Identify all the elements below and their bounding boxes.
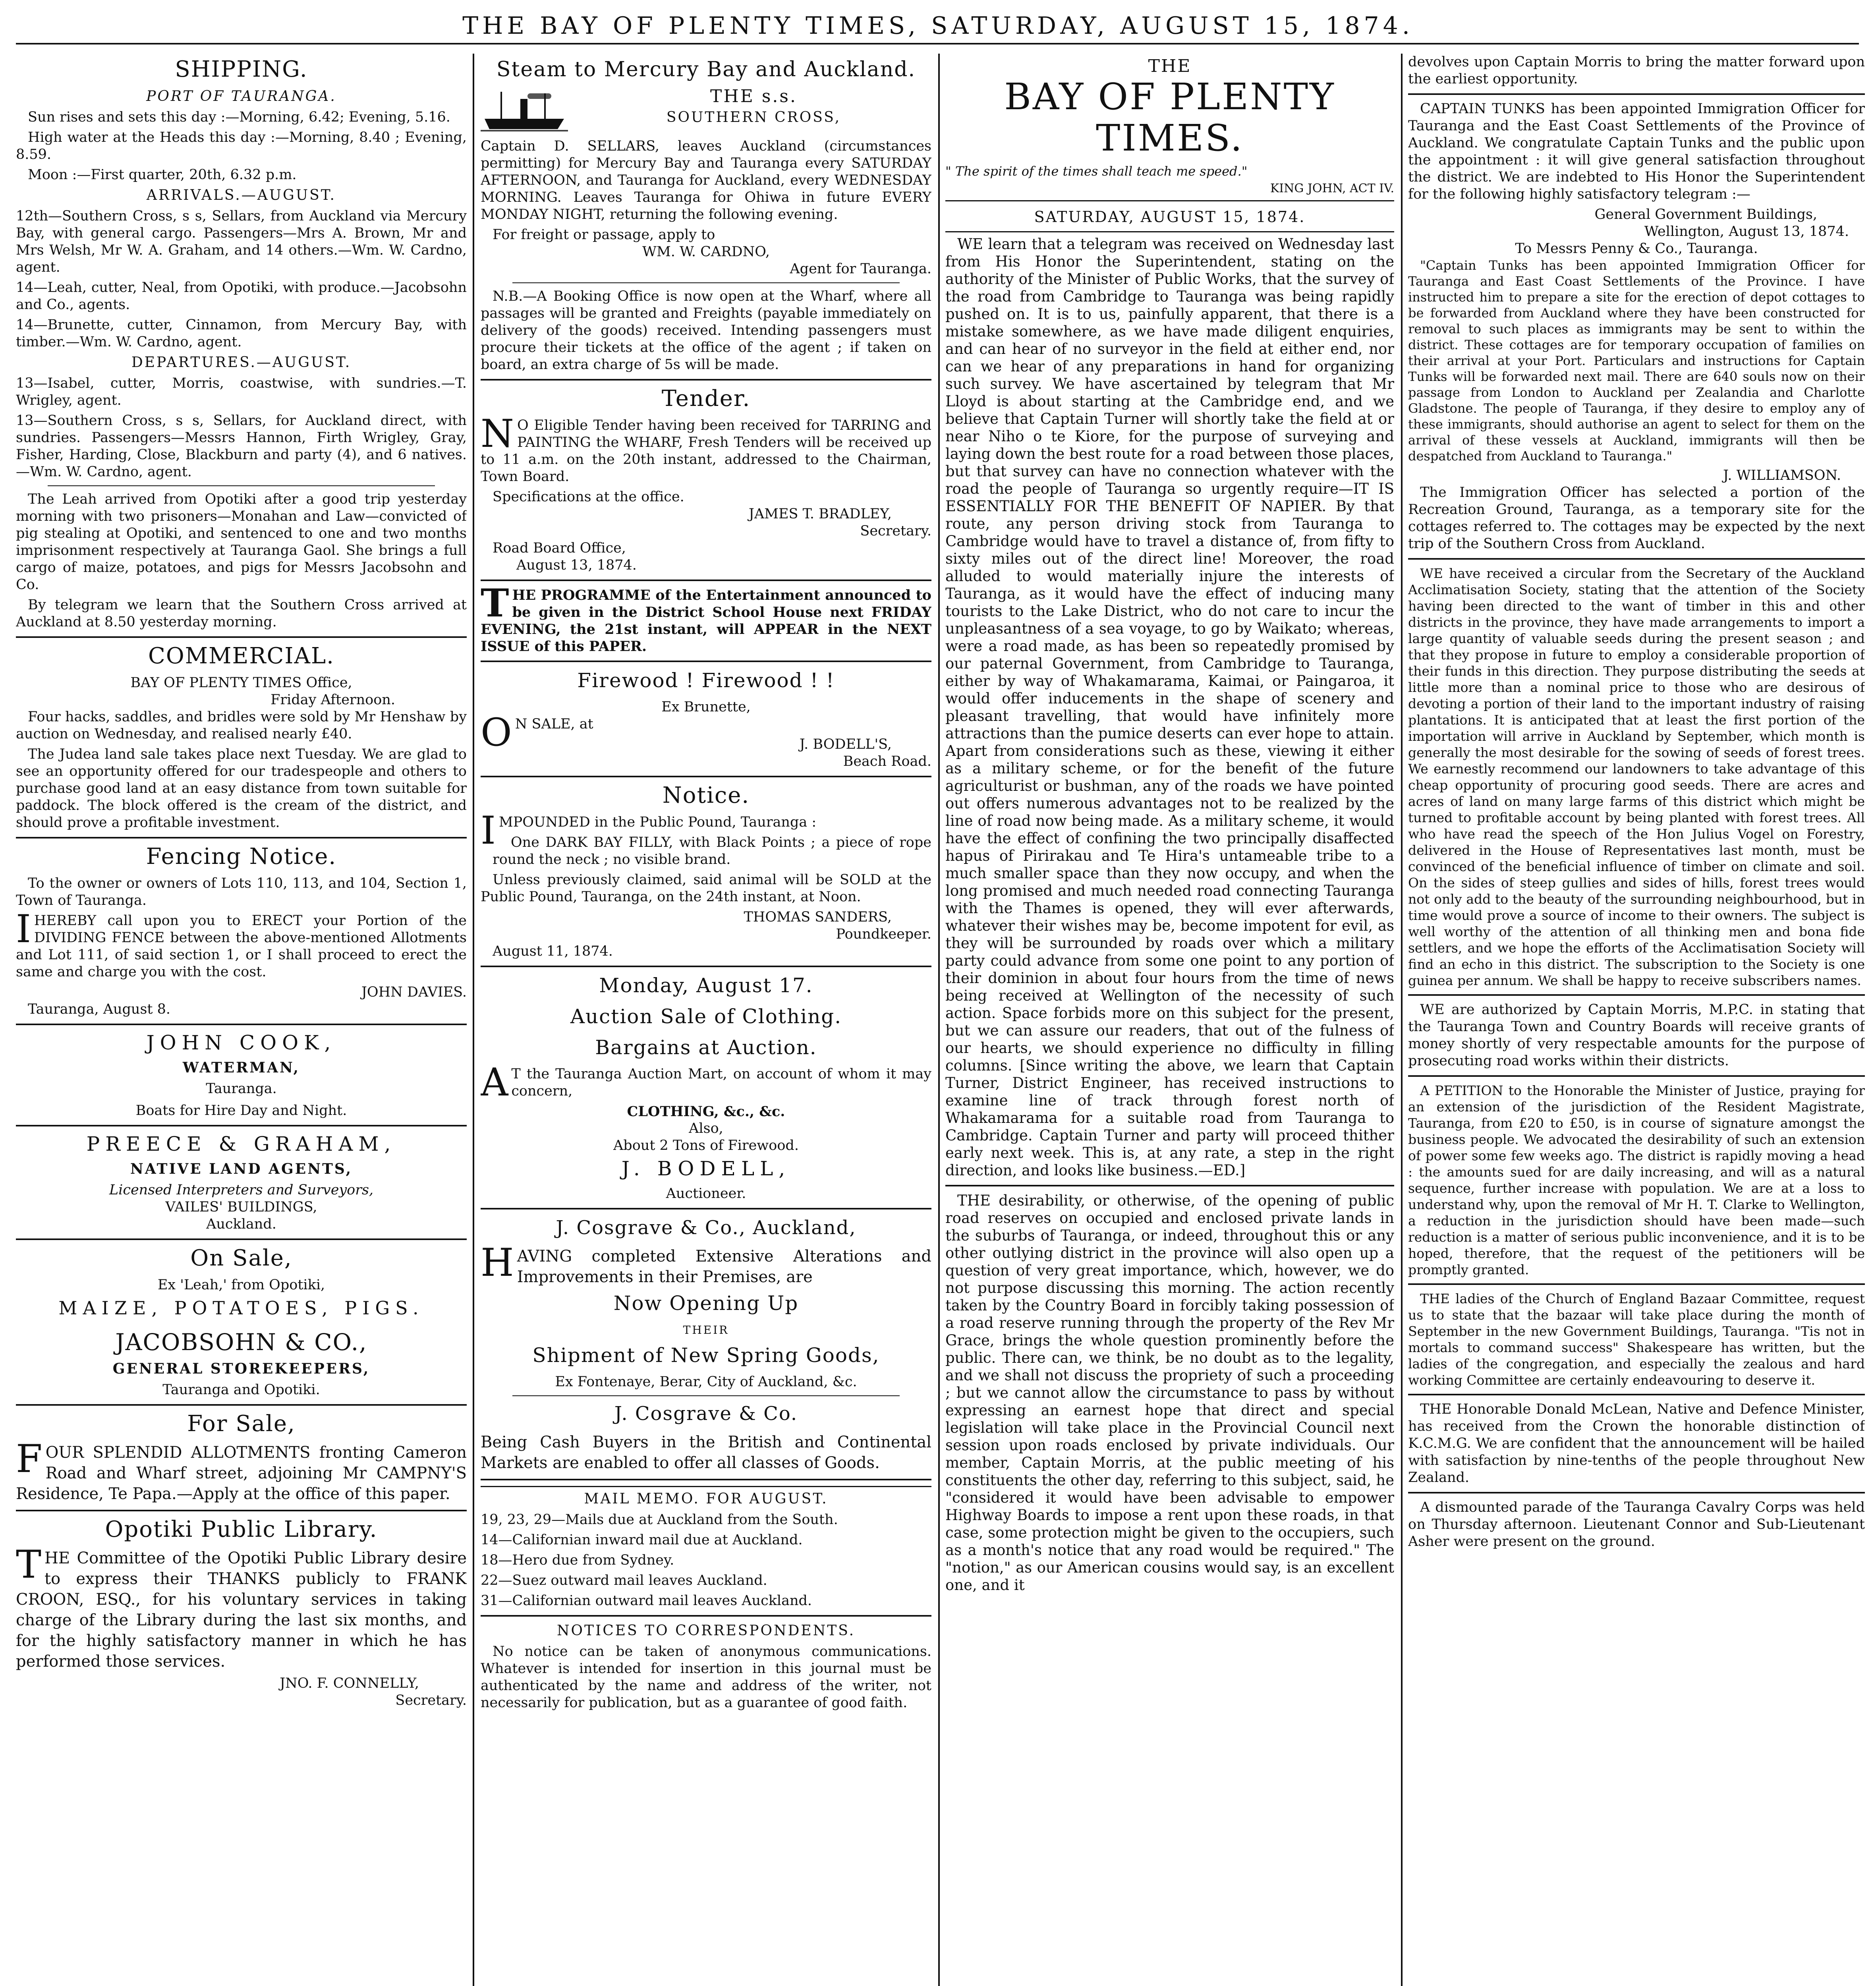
motto-text: " The spirit of the times shall teach me speed." (945, 164, 1248, 179)
cook-name: JOHN COOK, (146, 1031, 336, 1054)
divider (1408, 1075, 1865, 1077)
divider (512, 282, 900, 283)
grants-item: WE are authorized by Captain Morris, M.P.C. in stating that the Tauranga Town and Country Boards will receive grants of money shortly of very respectable amounts for the purpose of prosecuting road works within their districts. (1408, 1002, 1865, 1069)
paper-the: THE (1148, 56, 1192, 76)
arrival-entry: 14—Leah, cutter, Neal, from Opotiki, with produce.—Jacobsohn and Co., agents. (16, 280, 467, 313)
fencing-address: To the owner or owners of Lots 110, 113, and 104, Section 1, Town of Tauranga. (16, 875, 467, 908)
column-4 (1408, 54, 1865, 1986)
auction-also: Also, (689, 1121, 723, 1136)
mclean-item: THE Honorable Donald McLean, Native and Defence Minister, has received from the Crown the honorable distinction of K.C.M.G. We are confident that the announcement will be hailed with satisfaction by nine-tenths of the people throughout New Zealand. (1408, 1401, 1865, 1486)
divider (481, 379, 931, 381)
divider (1408, 93, 1865, 95)
bazaar-item: THE ladies of the Church of England Bazaar Committee, request us to state that the bazaar will take place during the month of September in the new Government Buildings, Tauranga. "Tis not in mortals to command success" Shakespeare has written, but the ladies of the congregation, and especially the zealous and hard working Committee are certainly endeavouring to deserve it. (1408, 1291, 1865, 1388)
divider (481, 1479, 931, 1480)
library-signature: JNO. F. CONNELLY, (280, 1675, 419, 1691)
column-2 (481, 54, 931, 1986)
departure-entry: 13—Southern Cross, s s, Sellars, for Auckland direct, with sundries. Passengers—Messrs Hannon, Firth Wrigley, Gray, Fisher, Harding, Close, Blackburn and party (4), and 6 natives.—Wm. W. Cardno, agent. (16, 413, 467, 480)
tender-heading: Tender. (661, 386, 751, 411)
cook-boats: Boats for Hire Day and Night. (135, 1103, 347, 1119)
correspondents-body: No notice can be taken of anonymous communications. Whatever is intended for insertion in this journal must be authenticated by the name and address of the writer, not necessarily for publication, but as a guarantee of good faith. (481, 1644, 931, 1711)
onsale-goods: MAIZE, POTATOES, PIGS. (58, 1297, 424, 1319)
auction-firewood: About 2 Tons of Firewood. (613, 1138, 799, 1153)
cavalry-item: A dismounted parade of the Tauranga Cavalry Corps was held on Thursday afternoon. Lieutenant Connor and Sub-Lieutenant Asher were present on the ground. (1408, 1499, 1865, 1549)
divider (16, 1024, 467, 1025)
steam-ss: THE s.s. (710, 86, 797, 106)
commercial-item: Four hacks, saddles, and bridles were sold by Mr Henshaw by auction on Wednesday, and realised nearly £40. (16, 709, 467, 742)
sun-times: Sun rises and sets this day :—Morning, 6.42; Evening, 5.16. (28, 109, 450, 125)
column-rule (938, 54, 940, 1986)
firewood-source: Ex Brunette, (661, 699, 751, 715)
divider (945, 200, 1394, 201)
moon-phase: Moon :—First quarter, 20th, 6.32 p.m. (28, 167, 297, 183)
divider (16, 1238, 467, 1240)
petition-item: A PETITION to the Honorable the Minister of Justice, praying for an extension of the jurisdiction of the Resident Magistrate, Tauranga, from £20 to £50, is in course of signature amongst the business people. We advocated the desirability of such an extension of power some few weeks ago. The district is rapidly moving a head : the amounts sued for are daily increasing, and will as a natural sequence, further increase with population. We are at a loss to understand why, upon the removal of Mr H. T. Clarke to Wellington, a reduction in the jurisdiction should have been made—such reduction is a matter of serious public inconvenience, and it is to be hoped, therefore, that the request of the petitioners will be promptly granted. (1408, 1083, 1865, 1277)
forsale-heading: For Sale, (187, 1411, 296, 1437)
telegram-report: By telegram we learn that the Southern Cross arrived at Auckland at 8.50 yesterday morning. (16, 597, 467, 630)
library-role: Secretary. (395, 1692, 467, 1708)
column-1 (16, 54, 467, 1986)
steam-nb: N.B.—A Booking Office is now open at the Wharf, where all passages will be granted and Freights (payable immediately on delivery of the goods) received. Intending passengers must procure their tickets at the office of the agent ; if taken on board, an extra charge of 5s will be made. (481, 288, 931, 373)
divider (48, 485, 435, 486)
onsale-heading: On Sale, (190, 1245, 292, 1271)
preece-licence: Licensed Interpreters and Surveyors, (109, 1182, 374, 1198)
divider (1408, 558, 1865, 560)
mail-heading: MAIL MEMO. FOR AUGUST. (584, 1491, 828, 1507)
high-water: High water at the Heads this day :—Morning, 8.40 ; Evening, 8.59. (16, 129, 467, 162)
commercial-office: BAY OF PLENTY TIMES Office, (130, 675, 352, 691)
tunks-item: CAPTAIN TUNKS has been appointed Immigration Officer for Tauranga and the East Coast Settlements of the Province of Auckland. We congratulate Captain Tunks and the public upon the appointment : it will give general satisfaction throughout the district. We are indebted to His Honor the Superintendent for the following highly satisfactory telegram :— (1408, 101, 1865, 202)
firewood-seller: J. BODELL'S, (799, 736, 892, 752)
their-label: THEIR (683, 1323, 729, 1337)
telegram-to: To Messrs Penny & Co., Tauranga. (1515, 241, 1758, 257)
preece-trade: NATIVE LAND AGENTS, (130, 1161, 353, 1177)
departures-heading: DEPARTURES.—AUGUST. (131, 354, 352, 371)
editorial-roads: WE learn that a telegram was received on Wednesday last from His Honor the Superintendent, stating on the authority of the Minister of Public Works, that the survey of the road from Cambridge to Tauranga was being rapidly pushed on. It is to us, painfully apparent, that there is a mistake somewhere, as we have made diligent enquiries, and can hear of no surveyor in the field at either end, nor can we hear of any preparations in hand for organizing such survey. We have ascertained by telegram that Mr Lloyd is about starting at the Cambridge end, and we believe that Captain Turner will shortly take the field at or near Niho o te Kiore, for the purpose of surveying and laying down the best route for a road between those places, but that survey can have no connection whatever with the road the people of Tauranga so urgently require—IT IS ESSENTIALLY FOR THE BENEFIT OF NAPIER. By that route, any person driving stock from Tauranga to Cambridge would have to travel a distance of, from fifty to sixty miles out of the direct line! Moreover, the road alluded to would materially injure the interests of Tauranga, as it would have the effect of inducing many tourists to the Lake District, who do not care to incur the unpleasantness of a sea voyage, to go by Waikato; whereas, were a road made, as has been so repeatedly promised by our paternal Government, from Cambridge to Tauranga, either by way of Whakamarama, Kaimai, or Paingaroa, it would offer inducements in the shape of scenery and pleasant travelling, that would have infinitely more attractions than the pumice deserts can ever hope to attain. Apart from considerations such as these, viewing it either as a military scheme, or for the benefit of the future agriculturist or bushman, any of the roads we have pointed out offers numerous advantages not to be realized by the line of road now being made. As a military scheme, it would have the effect of confining the two principally disaffected hapus of Pirirakau and Te Hira's untameable tribe to a much smaller space than they now occupy, and when the long promised and much needed road connecting Tauranga with the Thames is opened, they will ever afterwards, whatever their wishes may be, become impotent for evil, as they will be surrounded by roads over which a military party could advance from some one point to any portion of their dominion in about four hours from the time of news being received at Wellington of the necessity of such action. Space forbids more on this subject for the present, but we can assure our readers, that out of the fulness of our hearts, we should experience no difficulty in filling columns. [Since writing the above, we learn that Captain Turner, District Engineer, has received instructions to examine line of track through forest north of Whakamarama for a suitable road from Tauranga to Cambridge. Captain Turner and party will proceed thither early next week. This is, at any rate, a step in the right direction, and looks like business.—ED.] (945, 236, 1394, 1179)
fencing-heading: Fencing Notice. (146, 844, 337, 869)
steam-body: Captain D. SELLARS, leaves Auckland (circumstances permitting) for Mercury Bay and Tauranga every SATURDAY AFTERNOON, and Tauranga for Auckland, every WEDNESDAY MORNING. Leaves Tauranga for Ohiwa in future EVERY MONDAY NIGHT, returning the following evening. (481, 138, 931, 222)
tunks-followup: The Immigration Officer has selected a portion of the Recreation Ground, Tauranga, as a temporary site for the cottages referred to. The cottages may be expected by the next trip of the Southern Cross from Auckland. (1408, 485, 1865, 552)
paper-date: SATURDAY, AUGUST 15, 1874. (1034, 208, 1306, 226)
column-3 (945, 54, 1394, 1986)
divider (481, 966, 931, 967)
monday-heading: Monday, August 17. (599, 974, 813, 997)
cosgrave-body: HAVING completed Extensive Alterations and Improvements in their Premises, are (481, 1240, 931, 1286)
preece-place: Auckland. (206, 1216, 276, 1232)
jacobsohn-place: Tauranga and Opotiki. (162, 1382, 320, 1398)
notice-sale: Unless previously claimed, said animal will be SOLD at the Public Pound, Tauranga, on the 24th instant, at Noon. (481, 872, 931, 905)
leah-report: The Leah arrived from Opotiki after a good trip yesterday morning with two prisoners—Monahan and Law—convicted of pig stealing at Opotiki, and sentenced to one and two months imprisonment respectively at Tauranga Gaol. She brings a full cargo of maize, potatoes, and pigs for Messrs Jacobsohn and Co. (16, 491, 467, 593)
now-opening: Now Opening Up (613, 1292, 799, 1315)
motto-source: KING JOHN, ACT IV. (1270, 182, 1394, 195)
tender-office: Road Board Office, (493, 540, 626, 556)
acclimatisation-item: WE have received a circular from the Secretary of the Auckland Acclimatisation Society, stating that the attention of the Society having been directed to the want of timber in this and other districts in the province, they have made arrangements to import a large quantity of valuable seeds during the present season ; and that they propose in future to employ a considerable proportion of their funds in this direction. They purpose distributing the seeds at little more than a nominal price to those who are desirous of devoting a portion of their land to the important industry of raising plantations. It is anticipated that at least the first portion of the importation will arrive in Auckland by September, which month is generally the most desirable for the sowing of seeds of forest trees. We earnestly recommend our landowners to take advantage of this cheap opportunity of procuring good seeds. There are acres and acres of land on many large farms of this district which might be turned to profitable account by being planted with forest trees. All who have read the speech of the Hon Julius Vogel on Forestry, delivered in the House of Representatives last month, must be convinced of the beneficial influence of timber on climate and soil. On the sides of steep gullies and sides of hills, forest trees would not only add to the beauty of the surrounding neighbourhood, but in time would prove a source of income to their owners. The subject is well worthy of the attention of all thinking men and bona fide settlers, and we hope the efforts of the Acclimatisation Society will find an echo in this district. The subscription to the Society is one guinea per annum. We shall be happy to receive subscribers names. (1408, 566, 1865, 988)
divider (512, 1395, 900, 1396)
divider (1408, 1283, 1865, 1285)
divider (481, 580, 931, 581)
correspondents-heading: NOTICES TO CORRESPONDENTS. (556, 1623, 856, 1639)
firewood-address: Beach Road. (843, 753, 931, 769)
cook-place: Tauranga. (206, 1081, 277, 1097)
steam-agent-role: Agent for Tauranga. (790, 261, 931, 277)
steam-apply: For freight or passage, apply to (493, 227, 715, 243)
divider (16, 1510, 467, 1511)
notice-signature: THOMAS SANDERS, (744, 909, 892, 925)
divider (16, 837, 467, 838)
steam-agent: WM. W. CARDNO, (642, 244, 770, 260)
shipping-heading: SHIPPING. (175, 56, 308, 82)
jacobsohn-trade: GENERAL STOREKEEPERS, (112, 1360, 370, 1377)
fencing-date: Tauranga, August 8. (28, 1001, 171, 1017)
firewood-onsale: ON SALE, at (481, 710, 593, 755)
steam-ship-name: SOUTHERN CROSS, (666, 109, 841, 126)
masthead-rule (16, 43, 1859, 44)
commercial-day: Friday Afternoon. (270, 692, 395, 708)
tender-specifications: Specifications at the office. (493, 489, 684, 505)
auction-heading: Auction Sale of Clothing. (570, 1005, 842, 1028)
mail-entry: 22—Suez outward mail leaves Auckland. (481, 1573, 767, 1588)
editorial-reserves: THE desirability, or otherwise, of the opening of public road reserves on occupied and enclosed private lands in the suburbs of Tauranga, or indeed, throughout this or any other outlying district in the province will also open up a question of very great importance, which, however, we do not purpose discussing this morning. The action recently taken by the Country Board in forcibly taking possession of a road reserve running through the property of the Rev Mr Grace, brings the whole question prominently before the public. There can, we think, be no doubt as to the legality, and we shall not discuss the propriety of such a proceeding ; but we cannot allow the circumstance to pass by without expressing an earnest hope that direct and special legislation will take place in the Provincial Council next session upon roads enclosed by private individuals. Our member, Captain Morris, at the public meeting of his constituents the other day, referring to this subject, said, he "considered it would have been advisable to empower Highway Boards to impose a rent upon these roads, in that case, some protection might be given to the occupiers, such as a month's notice that any road would be required." The "notion," as our American cousins would say, is an excellent one, and it (945, 1192, 1394, 1594)
ex-ships: Ex Fontenaye, Berar, City of Auckland, &c. (555, 1374, 857, 1390)
notice-role: Poundkeeper. (836, 926, 931, 942)
mail-entry: 14—Californian inward mail due at Auckland. (481, 1532, 803, 1548)
tender-body: NO Eligible Tender having been received for TARRING and PAINTING the WHARF, Fresh Tenders will be received up to 11 a.m. on the 20th instant, addressed to the Chairman, Town Board. (481, 411, 931, 485)
auction-body: AT the Tauranga Auction Mart, on account of whom it may concern, (481, 1060, 931, 1105)
cosgrave-tail: Being Cash Buyers in the British and Continental Markets are enabled to offer all classes of Goods. (481, 1433, 931, 1472)
shipment-heading: Shipment of New Spring Goods, (532, 1344, 880, 1367)
notice-body: IMPOUNDED in the Public Pound, Tauranga : (481, 808, 817, 853)
preece-name: PREECE & GRAHAM, (86, 1132, 396, 1155)
divider (1408, 1394, 1865, 1395)
telegram-signature: J. WILLIAMSON. (1723, 468, 1841, 483)
notice-heading: Notice. (662, 782, 750, 808)
divider (16, 1125, 467, 1126)
tender-date: August 13, 1874. (516, 557, 637, 573)
divider (16, 636, 467, 638)
arrival-entry: 14—Brunette, cutter, Cinnamon, from Mercury Bay, with timber.—Wm. W. Cardno, agent. (16, 317, 467, 350)
fencing-body: IHEREBY call upon you to ERECT your Portion of the DIVIDING FENCE between the above-mentioned Allotments and Lot 111, of said section 1, or I shall proceed to erect the same and charge you with the cost. (16, 907, 467, 980)
forsale-body: FOUR SPLENDID ALLOTMENTS fronting Cameron Road and Wharf street, adjoining Mr CAMPNY'S Residence, Te Papa.—Apply at the office of this paper. (16, 1437, 467, 1503)
divider (481, 661, 931, 662)
jacobsohn-name: JACOBSOHN & CO., (115, 1329, 367, 1356)
divider (16, 1404, 467, 1406)
steamship-icon (481, 88, 568, 135)
divider (481, 776, 931, 777)
column-rule (473, 54, 474, 1986)
notice-date: August 11, 1874. (493, 943, 613, 959)
divider (481, 1615, 931, 1617)
notice-item: One DARK BAY FILLY, with Black Points ; a piece of rope round the neck ; no visible brand. (493, 835, 931, 867)
steam-heading: Steam to Mercury Bay and Auckland. (496, 58, 916, 81)
divider (1408, 1492, 1865, 1493)
commercial-heading: COMMERCIAL. (148, 643, 334, 669)
editorial-continued: devolves upon Captain Morris to bring the matter forward upon the earliest opportunity. (1408, 54, 1865, 87)
cosgrave-signature: J. Cosgrave & Co. (614, 1403, 798, 1425)
auction-role: Auctioneer. (666, 1186, 746, 1202)
masthead: THE BAY OF PLENTY TIMES, SATURDAY, AUGUST 15, 1874. (462, 12, 1414, 40)
fencing-signature: JOHN DAVIES. (361, 984, 467, 1000)
paper-title: BAY OF PLENTY TIMES. (1004, 75, 1335, 159)
auction-signature: J. BODELL, (621, 1157, 791, 1180)
column-rule (1401, 54, 1403, 1986)
divider (1408, 994, 1865, 996)
tender-role: Secretary. (860, 523, 931, 539)
mail-entry: 18—Hero due from Sydney. (481, 1552, 674, 1568)
telegram-from: General Government Buildings, (1594, 207, 1817, 222)
auction-goods: CLOTHING, &c., &c. (627, 1103, 785, 1120)
cook-trade: WATERMAN, (182, 1059, 300, 1076)
library-body: THE Committee of the Opotiki Public Library desire to express their THANKS publicly to FRANK CROON, ESQ., for his voluntary services in taking charge of the Library during the last six months, and for the highly satisfactory manner in which he has performed those services. (16, 1542, 467, 1671)
arrival-entry: 12th—Southern Cross, s s, Sellars, from Auckland via Mercury Bay, with general cargo. Passengers—Mrs A. Brown, Mr and Mrs Welsh, Mr W. A. Graham, and 14 others.—Wm. W. Cardno, agent. (16, 208, 467, 275)
commercial-item: The Judea land sale takes place next Tuesday. We are glad to see an opportunity offered for our tradespeople and others to purchase good land at an easy distance from town suitable for paddock. The block offered is the cream of the district, and should prove a profitable investment. (16, 746, 467, 831)
library-heading: Opotiki Public Library. (105, 1517, 378, 1542)
arrivals-heading: ARRIVALS.—AUGUST. (147, 187, 336, 203)
divider (945, 1185, 1394, 1186)
divider (481, 1208, 931, 1209)
telegram-body: "Captain Tunks has been appointed Immigration Officer for Tauranga and East Coast Settlements of the Province. I have instructed him to prepare a site for the erection of depot cottages to be forwarded from Auckland where they have been constructed for removal to such places as immigrants may be sent to within the district. These cottages are for temporary occupation of families on their arrival at your Port. Particulars and instructions for Captain Tunks will be forwarded next mail. There are 640 souls now on their passage from London to Auckland per Zealandia and Charlotte Gladstone. The people of Tauranga, if they desire to employ any of these immigrants, should authorise an agent to select for them on the arrival of these vessels at Auckland, immigrants will then be despatched from Auckland to Tauranga." (1408, 258, 1865, 464)
divider (481, 1486, 931, 1487)
divider (945, 231, 1394, 232)
mail-entry: 31—Californian outward mail leaves Auckland. (481, 1593, 812, 1609)
cosgrave-heading: J. Cosgrave & Co., Auckland, (556, 1217, 856, 1239)
mail-entry: 19, 23, 29—Mails due at Auckland from the South. (481, 1512, 838, 1528)
programme-notice: THE PROGRAMME of the Entertainment announced to be given in the District School House next FRIDAY EVENING, the 21st instant, will APPEAR in the NEXT ISSUE of this PAPER. (481, 581, 931, 655)
onsale-source: Ex 'Leah,' from Opotiki, (157, 1277, 325, 1293)
tender-signature: JAMES T. BRADLEY, (748, 506, 892, 522)
firewood-heading: Firewood ! Firewood ! ! (577, 669, 835, 692)
paper-motto (945, 163, 1394, 180)
departure-entry: 13—Isabel, cutter, Morris, coastwise, with sundries.—T. Wrigley, agent. (16, 375, 467, 408)
preece-building: VAILES' BUILDINGS, (165, 1199, 317, 1215)
port-heading: PORT OF TAURANGA. (146, 88, 336, 104)
bargains-heading: Bargains at Auction. (595, 1036, 817, 1059)
telegram-place: Wellington, August 13, 1874. (1644, 224, 1849, 240)
